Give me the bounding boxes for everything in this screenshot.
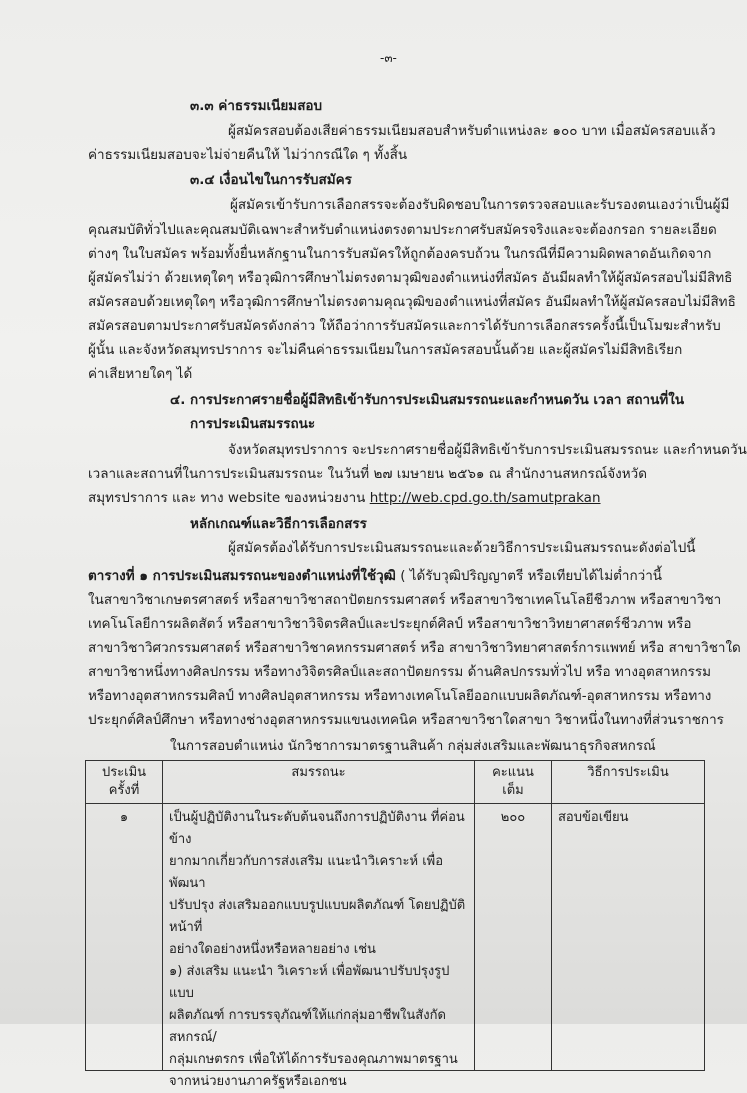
competency-line: เป็นผู้ปฏิบัติงานในระดับต้นจนถึงการปฏิบัติงาน ที่ค่อนข้าง (169, 810, 465, 847)
competency-line: กลุ่มเกษตรกร เพื่อให้ได้การรับรองคุณภาพมาตรฐาน (169, 1052, 458, 1067)
paragraph-line (88, 488, 601, 508)
table-cell-round: ๑ (86, 804, 163, 1071)
competency-line: ยากมากเกี่ยวกับการส่งเสริม แนะนำวิเคราะห์ เพื่อพัฒนา (169, 854, 444, 891)
page-number: -๓- (380, 51, 397, 65)
column-header: วิธีการประเมิน (552, 761, 705, 804)
column-header: สมรรถนะ (163, 761, 475, 804)
competency-line: อย่างใดอย่างหนึ่งหรือหลายอย่าง เช่น (169, 942, 376, 957)
table-row (86, 804, 705, 1071)
paragraph-line: ค่าธรรมเนียมสอบจะไม่จ่ายคืนให้ ไม่ว่ากรณีใด ๆ ทั้งสิ้น (88, 147, 408, 163)
table-caption-line: ประยุกต์ศิลป์ศึกษา หรือทางช่างอุตสาหกรรมแขนงเทคนิค หรือสาขาวิชาใดสาขา วิชาหนึ่งในทางที่ส่วนราชการ (88, 712, 724, 728)
position-line: ในการสอบตำแหน่ง นักวิชาการมาตรฐานสินค้า กลุ่มส่งเสริมและพัฒนาธุรกิจสหกรณ์ (170, 738, 656, 754)
paragraph-line: สมัครสอบด้วยเหตุใดๆ หรือวุฒิการศึกษาไม่ตรงตามคุณวุฒิของตำแหน่งที่สมัคร อันมีผลทำให้ผู้สมัครสอบไม่มีสิทธิ (88, 294, 736, 310)
competency-line: จากหน่วยงานภาครัฐหรือเอกชน (169, 1074, 347, 1089)
section-heading-conditions: ๓.๔ เงื่อนไขในการรับสมัคร (190, 172, 352, 188)
section-heading-announce-cont: การประเมินสมรรถนะ (190, 416, 316, 432)
table-cell-method: สอบข้อเขียน (552, 804, 705, 1071)
column-header: ประเมิน ครั้งที่ (86, 761, 163, 804)
table-caption-line (88, 566, 662, 586)
paragraph-line: เวลาและสถานที่ในการประเมินสมรรถนะ ในวันที่ ๒๗ เมษายน ๒๕๖๑ ณ สำนักงานสหกรณ์จังหวัด (88, 466, 648, 482)
column-header: คะแนน เต็ม (475, 761, 552, 804)
section-heading-announce: ๔. การประกาศรายชื่อผู้มีสิทธิเข้ารับการประเมินสมรรถนะและกำหนดวัน เวลา สถานที่ใน (170, 392, 685, 408)
paragraph-line: ค่าเสียหายใดๆ ได้ (88, 366, 193, 382)
section-heading-fee: ๓.๓ ค่าธรรมเนียมสอบ (190, 98, 323, 114)
evaluation-table (85, 760, 705, 1089)
competency-line: ปรับปรุง ส่งเสริมออกแบบรูปแบบผลิตภัณฑ์ โดยปฏิบัติหน้าที่ (169, 898, 466, 935)
website-link[interactable]: http://web.cpd.go.th/samutprakan (369, 490, 601, 506)
paragraph-line: ผู้สมัครไม่ว่า ด้วยเหตุใดๆ หรือวุฒิการศึกษาไม่ตรงตามวุฒิของตำแหน่งที่สมัคร อันมีผลทำให้ผู้สมัครสอบไม่มีสิทธิ (88, 270, 733, 286)
table-header-row (86, 761, 705, 804)
paragraph-line: ต่างๆ ในใบสมัคร พร้อมทั้งยื่นหลักฐานในการรับสมัครให้ถูกต้องครบถ้วน ในกรณีที่มีความผิดพลาดอันเกิดจาก (88, 246, 712, 262)
paragraph-line: ผู้สมัครเข้ารับการเลือกสรรจะต้องรับผิดชอบในการตรวจสอบและรับรองตนเองว่าเป็นผู้มี (230, 197, 730, 213)
section-heading-criteria: หลักเกณฑ์และวิธีการเลือกสรร (190, 516, 367, 532)
table-caption-line: สาขาวิชาวิศวกรรมศาสตร์ หรือสาขาวิชาคหกรรมศาสตร์ หรือ สาขาวิชาวิทยาศาสตร์การแพทย์ หรือ สาขาวิชาใด (88, 640, 741, 656)
table-caption-line: สาขาวิชาหนึ่งทางศิลปกรรม หรือทางวิจิตรศิลป์และสถาปัตยกรรม ด้านศิลปกรรมทั่วไป หรือ ทางอุตสาหกรรม (88, 664, 712, 680)
paragraph-line: ผู้สมัครต้องได้รับการประเมินสมรรถนะและด้วยวิธีการประเมินสมรรถนะดังต่อไปนี้ (228, 540, 696, 556)
paragraph-line: จังหวัดสมุทรปราการ จะประกาศรายชื่อผู้มีสิทธิเข้ารับการประเมินสมรรถนะ และกำหนดวัน (228, 442, 747, 458)
table-cell-competency (163, 804, 475, 1089)
competency-line: ๑) ส่งเสริม แนะนำ วิเคราะห์ เพื่อพัฒนาปรับปรุงรูปแบบ (169, 964, 450, 1001)
paragraph-line: ผู้นั้น และจังหวัดสมุทรปราการ จะไม่คืนค่าธรรมเนียมในการสมัครสอบนั้นด้วย และผู้สมัครไม่มีสิทธิเรียก (88, 342, 683, 358)
table-cell-score: ๒๐๐ (475, 804, 552, 1071)
table-caption-line: ในสาขาวิชาเกษตรศาสตร์ หรือสาขาวิชาสถาปัตยกรรมศาสตร์ หรือสาขาวิชาเทคโนโลยีชีวภาพ หรือสาขาวิชา (88, 592, 722, 608)
paragraph-line: คุณสมบัติทั่วไปและคุณสมบัติเฉพาะสำหรับตำแหน่งตรงตามประกาศรับสมัครจริงและจะต้องกรอก รายละเอียด (88, 222, 717, 238)
table-caption-label: ตารางที่ ๑ การประเมินสมรรถนะของตำแหน่งที่ใช้วุฒิ (88, 568, 396, 584)
competency-lines (169, 807, 468, 1089)
table-caption-line: หรือทางอุตสาหกรรมศิลป์ ทางศิลปอุตสาหกรรม หรือทางเทคโนโลยีออกแบบผลิตภัณฑ์-อุตสาหกรรม หรือทาง (88, 688, 712, 704)
table-caption-line: เทคโนโลยีการผลิตสัตว์ หรือสาขาวิชาวิจิตรศิลป์และประยุกต์ศิลป์ หรือสาขาวิชาวิทยาศาสตร์ชีวภาพ หรือ (88, 616, 692, 632)
paragraph-line: สมัครสอบตามประกาศรับสมัครดังกล่าว ให้ถือว่าการรับสมัครและการได้รับการเลือกสรรครั้งนี้เป็นโมฆะสำหรับ (88, 318, 721, 334)
paragraph-text: สมุทรปราการ และ ทาง website ของหน่วยงาน (88, 490, 366, 506)
competency-line: ผลิตภัณฑ์ การบรรจุภัณฑ์ให้แก่กลุ่มอาชีพในสังกัดสหกรณ์/ (169, 1008, 446, 1045)
table-caption-text: ( ได้รับวุฒิปริญญาตรี หรือเทียบได้ไม่ต่ำกว่านี้ (400, 568, 663, 584)
paragraph-line: ผู้สมัครสอบต้องเสียค่าธรรมเนียมสอบสำหรับตำแหน่งละ ๑๐๐ บาท เมื่อสมัครสอบแล้ว (228, 123, 716, 139)
